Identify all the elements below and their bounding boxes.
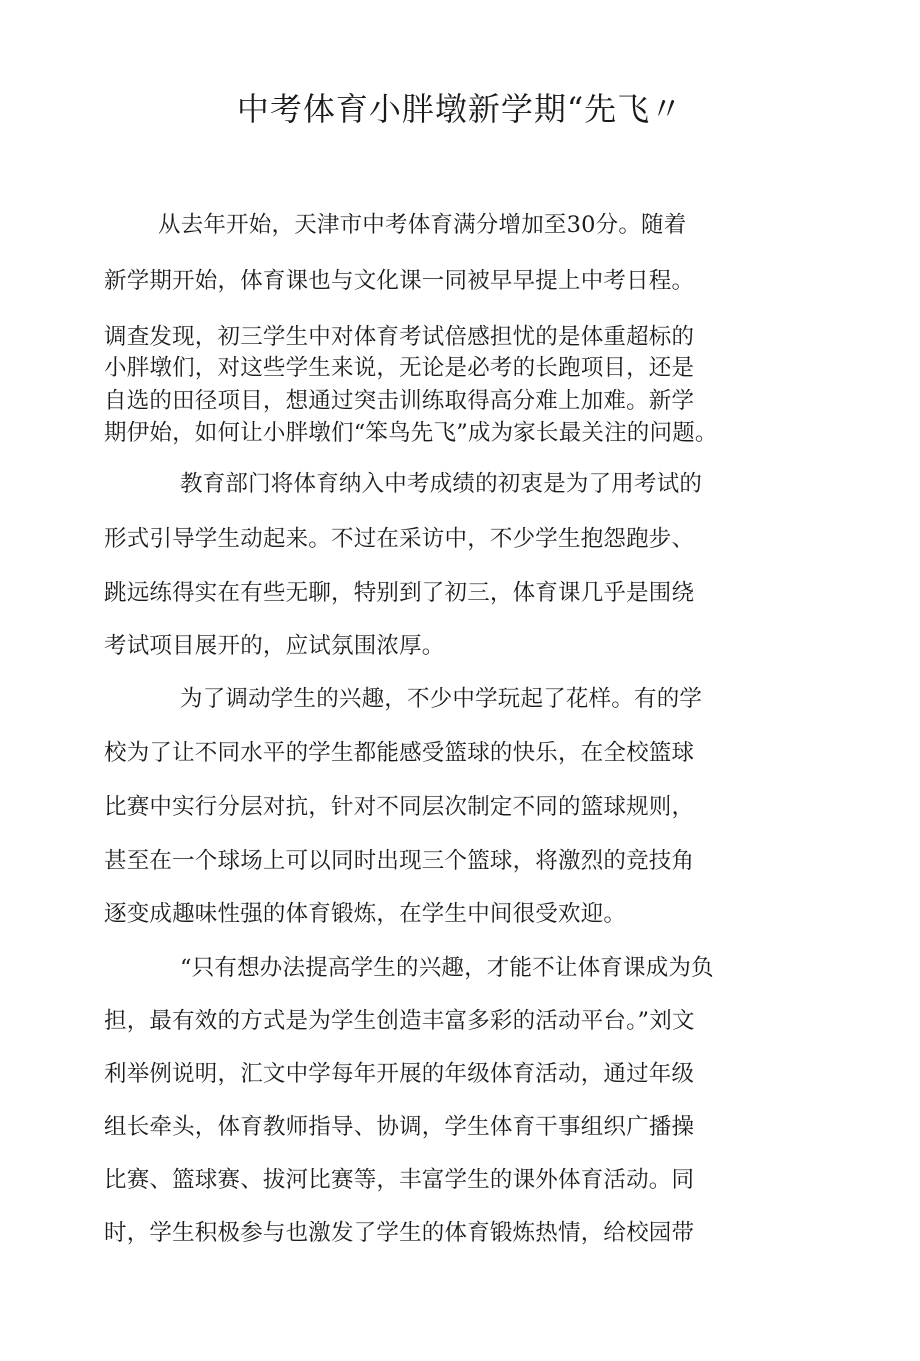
text-line: 为了调动学生的兴趣，不少中学玩起了花样。有的学 [180, 686, 703, 712]
text-line: 利举例说明，汇文中学每年开展的年级体育活动，通过年级 [104, 1061, 695, 1087]
text-line: “只有想办法提高学生的兴趣，才能不让体育课成为负 [180, 955, 714, 981]
text-line: 比赛中实行分层对抗，针对不同层次制定不同的篮球规则， [104, 794, 695, 820]
text-line: 甚至在一个球场上可以同时出现三个篮球，将激烈的竞技角 [104, 848, 695, 874]
text-line: 校为了让不同水平的学生都能感受篮球的快乐，在全校篮球 [104, 740, 695, 766]
text-line: 逐变成趣味性强的体育锻炼，在学生中间很受欢迎。 [104, 901, 627, 927]
text-line: 形式引导学生动起来。不过在采访中，不少学生抱怨跑步、 [104, 526, 695, 552]
text-line: 期伊始，如何让小胖墩们“笨鸟先飞”成为家长最关注的问题。 [104, 420, 718, 446]
text-line: 考试项目展开的，应试氛围浓厚。 [104, 633, 445, 659]
text-line: 比赛、篮球赛、拔河比赛等，丰富学生的课外体育活动。同 [104, 1167, 695, 1193]
text-line: 新学期开始，体育课也与文化课一同被早早提上中考日程。 [104, 268, 695, 294]
text-line: 时，学生积极参与也激发了学生的体育锻炼热情，给校园带 [104, 1220, 695, 1246]
text-line: 跳远练得实在有些无聊，特别到了初三，体育课几乎是围绕 [104, 580, 695, 606]
text-line: 从去年开始，天津市中考体育满分增加至30分。随着 [158, 212, 687, 238]
text-line: 调查发现，初三学生中对体育考试倍感担忧的是体重超标的 [104, 324, 695, 350]
document-title: 中考体育小胖墩新学期“先飞〃 [236, 90, 684, 128]
text-line: 教育部门将体育纳入中考成绩的初衷是为了用考试的 [180, 471, 703, 497]
text-line: 担，最有效的方式是为学生创造丰富多彩的活动平台。”刘文 [104, 1008, 695, 1034]
text-line: 组长牵头，体育教师指导、协调，学生体育干事组织广播操 [104, 1114, 695, 1140]
text-line: 小胖墩们，对这些学生来说，无论是必考的长跑项目，还是 [104, 355, 695, 381]
text-line: 自选的田径项目，想通过突击训练取得高分难上加难。新学 [104, 388, 695, 414]
